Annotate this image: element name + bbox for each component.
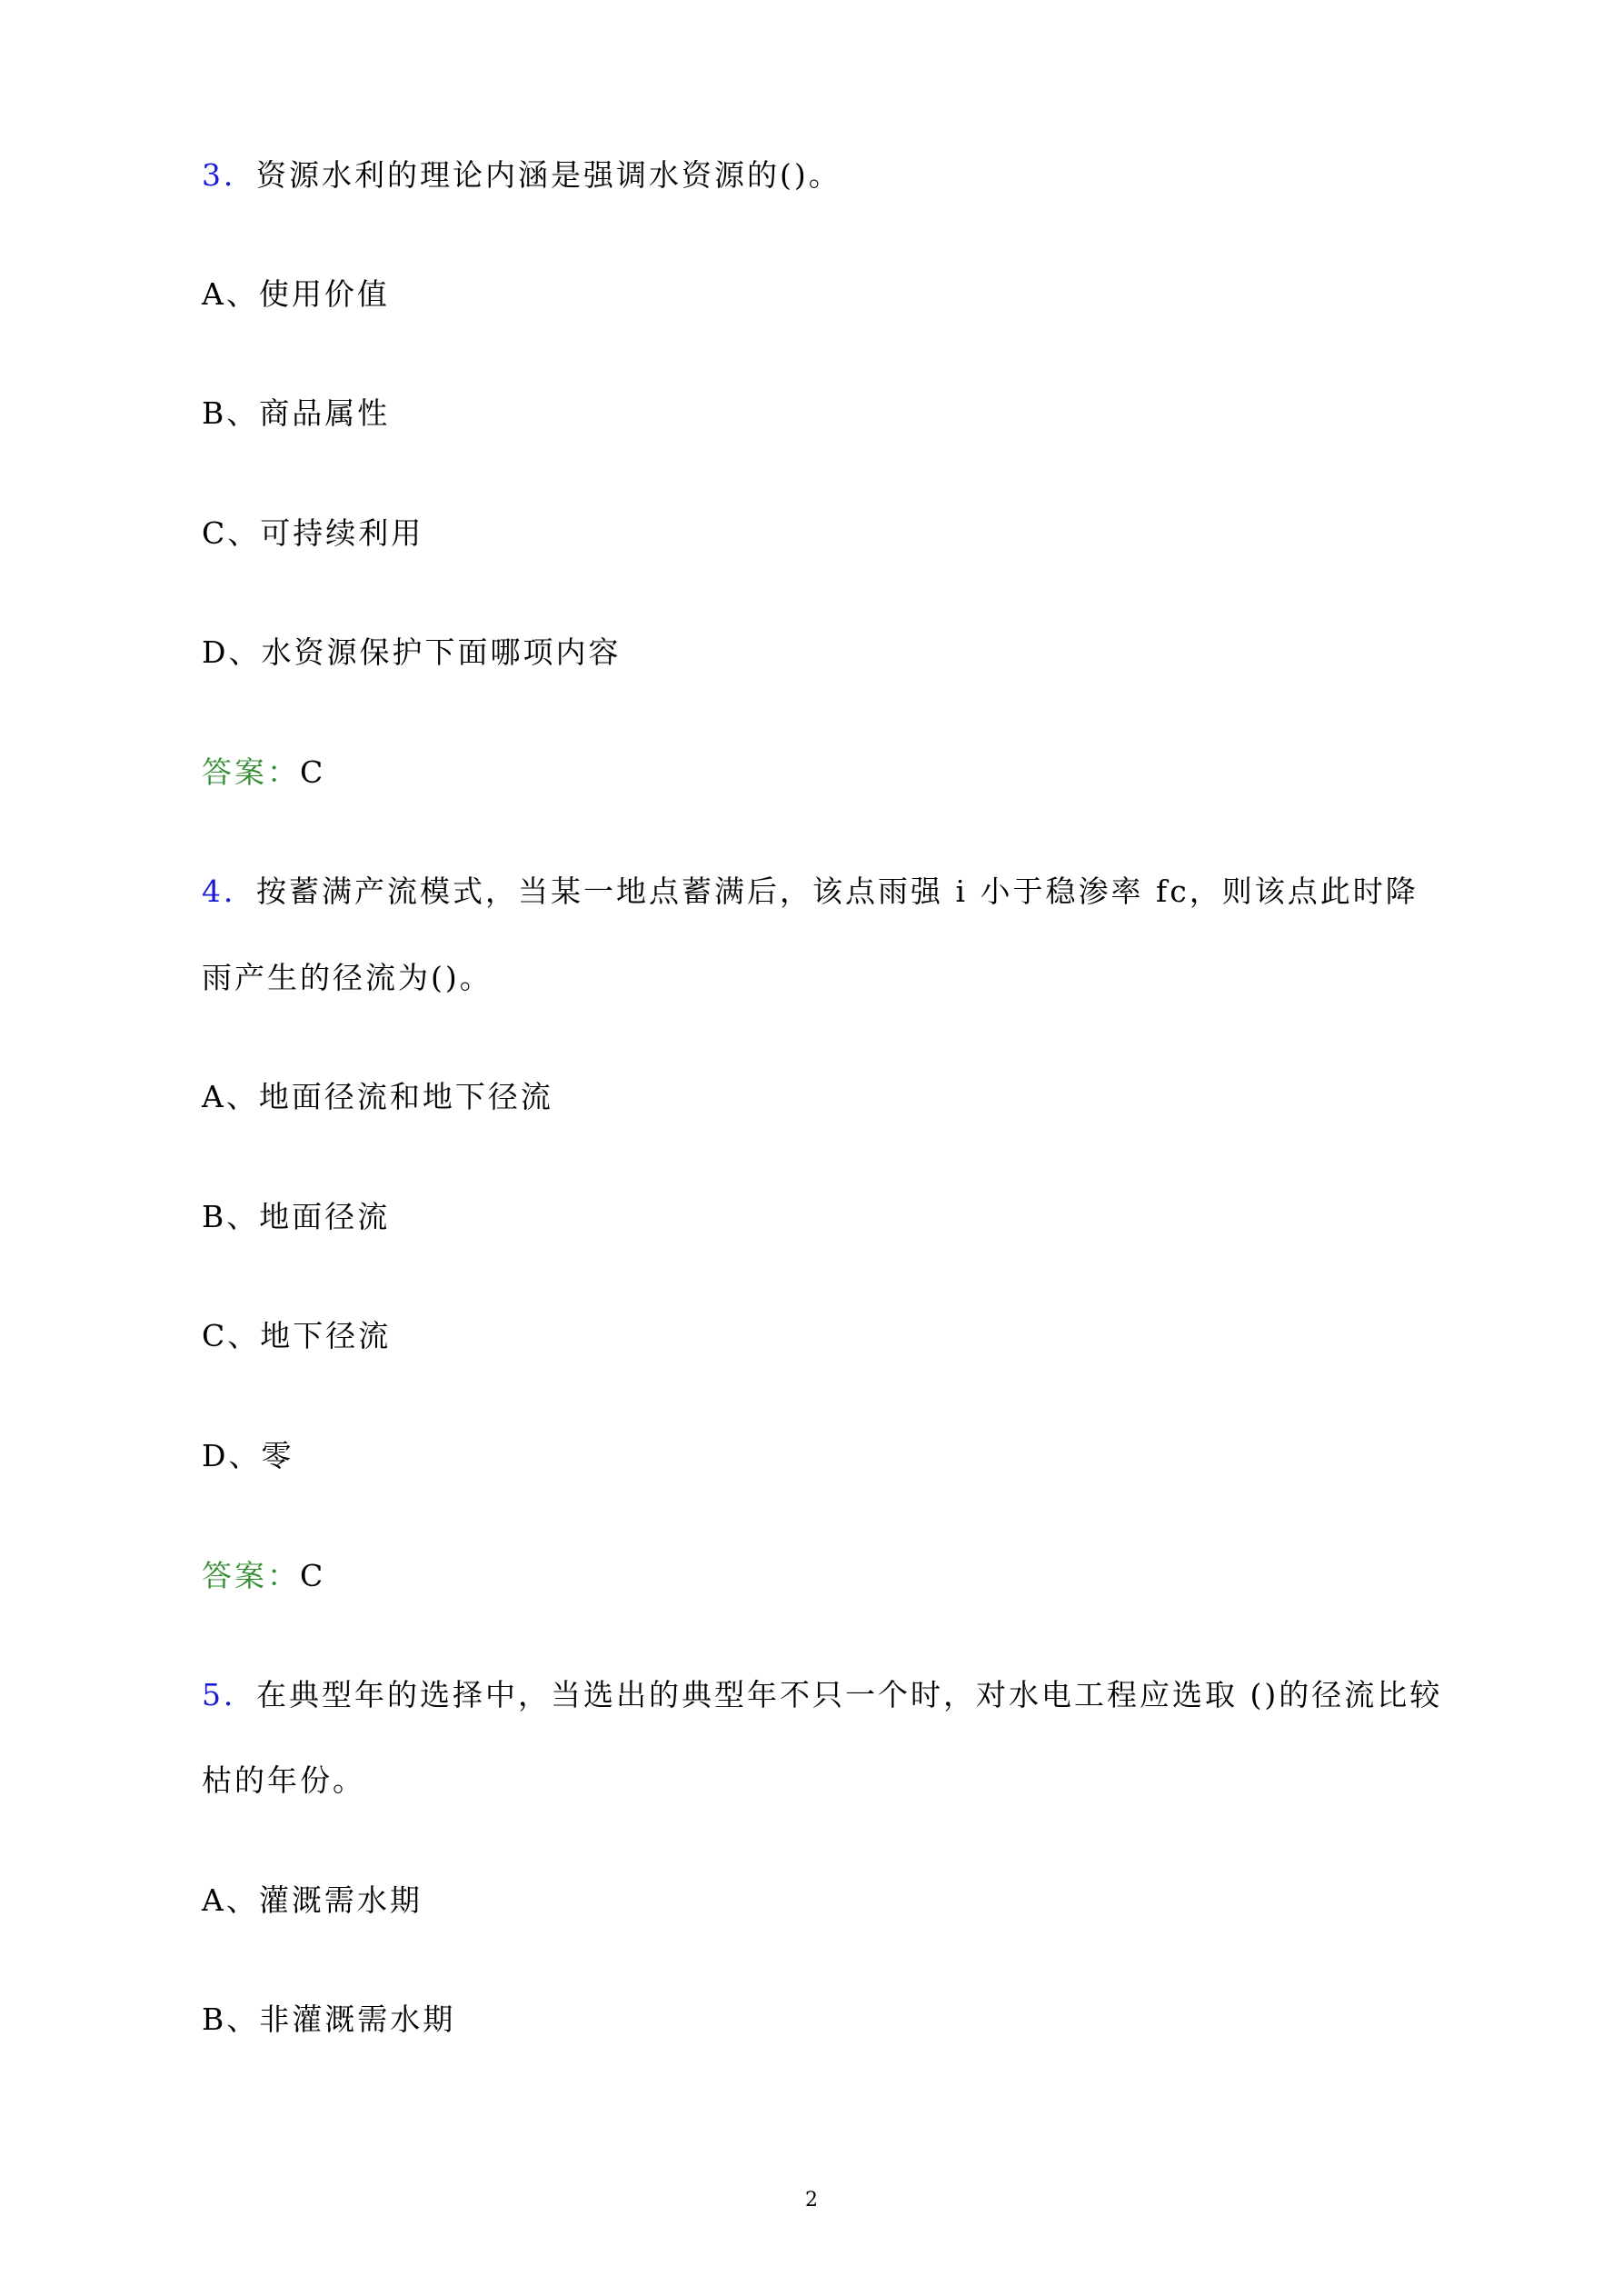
answer-value: C	[300, 754, 326, 790]
question-number: 4．	[202, 873, 256, 909]
answer-3	[202, 754, 1441, 792]
answer-4	[202, 1557, 1441, 1595]
question-5-stem	[202, 1676, 1441, 1714]
answer-label: 答案：	[202, 754, 300, 790]
page-number: 2	[805, 2189, 818, 2211]
option-b: B、地面径流	[202, 1199, 391, 1234]
question-text: 按蓄满产流模式，当某一地点蓄满后，该点雨强 i 小于稳渗率 fc，则该点此时降	[256, 873, 1419, 909]
option-a: A、灌溉需水期	[202, 1882, 423, 1918]
answer-value: C	[300, 1558, 326, 1593]
option-a: A、使用价值	[202, 276, 390, 312]
question-text: 资源水利的理论内涵是强调水资源的()。	[256, 157, 841, 193]
option-a: A、地面径流和地下径流	[202, 1079, 553, 1114]
question-4-stem	[202, 873, 1441, 911]
answer-label: 答案：	[202, 1558, 300, 1593]
option-b: B、商品属性	[202, 395, 391, 431]
option-c: C、地下径流	[202, 1318, 392, 1353]
question-4-stem-continued: 雨产生的径流为()。	[202, 960, 493, 995]
question-3-stem	[202, 156, 1441, 195]
question-5-stem-continued: 枯的年份。	[202, 1762, 365, 1798]
option-c: C、可持续利用	[202, 515, 424, 551]
option-d: D、水资源保护下面哪项内容	[202, 634, 622, 670]
option-d: D、零	[202, 1438, 294, 1473]
question-text: 在典型年的选择中，当选出的典型年不只一个时，对水电工程应选取 ()的径流比较	[256, 1677, 1443, 1712]
question-number: 5．	[202, 1677, 256, 1712]
question-number: 3．	[202, 157, 256, 193]
option-b: B、非灌溉需水期	[202, 2002, 456, 2037]
